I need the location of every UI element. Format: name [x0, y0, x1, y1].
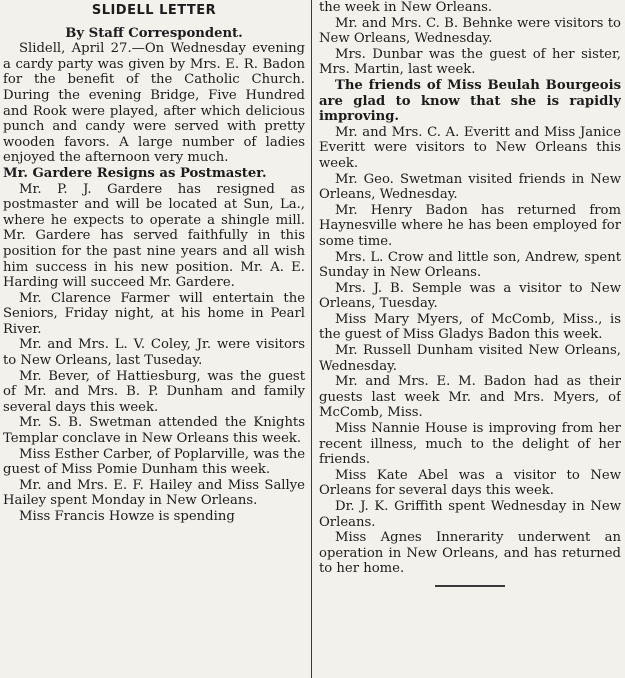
article-paragraph: Dr. J. K. Griffith spent Wednesday in New Orleans.	[319, 499, 621, 530]
right-column	[319, 0, 621, 678]
article-paragraph: Mr. S. B. Swetman attended the Knights Templar conclave in New Orleans this week.	[3, 415, 305, 447]
article-paragraph: Mr. Bever, of Hattiesburg, was the guest of Mr. and Mrs. B. P. Dunham and family several days this week.	[3, 368, 305, 415]
article-paragraph: The friends of Miss Beulah Bourgeois are glad to know that she is rapidly improving.	[319, 77, 621, 125]
article-paragraph: Mr. Geo. Swetman visited friends in New Orleans, Wednesday.	[319, 171, 621, 203]
article-paragraph: Mr. P. J. Gardere has resigned as postmaster and will be located at Sun, La., where he expects to operate a shingle mill. Mr. Gardere has served faithfully in this position for the past nine years and all wish him success in his new position. Mr. A. E. Harding will succeed Mr. Gardere.	[3, 181, 305, 291]
subheadline: Mr. Gardere Resigns as Postmaster.	[3, 165, 267, 181]
byline: By Staff Correspondent.	[65, 25, 243, 41]
article-paragraph: Miss Nannie House is improving from her recent illness, much to the delight of her friends.	[319, 421, 621, 468]
article-paragraph: Slidell, April 27.—On Wednesday evening a cardy party was given by Mrs. E. R. Badon for the benefit of the Catholic Church. During the evening Bridge, Five Hundred and Rook were played, after which delicious punch and candy were served with pretty wooden favors. A large number of ladies enjoyed the afternoon very much.	[3, 41, 305, 166]
article-paragraph: Mrs. Dunbar was the guest of her sister, Mrs. Martin, last week.	[319, 46, 621, 78]
article-paragraph: Miss Kate Abel was a visitor to New Orleans for several days this week.	[319, 467, 621, 499]
article-paragraph: Mrs. L. Crow and little son, Andrew, spent Sunday in New Orleans.	[319, 249, 621, 281]
article-paragraph: the week in New Orleans.	[319, 0, 493, 15]
article-paragraph: Mr. Henry Badon has returned from Haynesville where he has been employed for some time.	[319, 202, 621, 249]
column-divider	[311, 0, 312, 678]
article-paragraph: Mr. and Mrs. C. A. Everitt and Miss Janice Everitt were visitors to New Orleans this week.	[319, 124, 621, 171]
headline: SLIDELL LETTER	[91, 3, 217, 18]
left-column	[3, 0, 305, 678]
article-paragraph: Mr. and Mrs. L. V. Coley, Jr. were visitors to New Orleans, last Tuseday.	[3, 337, 305, 369]
article-paragraph: Miss Francis Howze is spending	[19, 509, 235, 524]
article-paragraph: Miss Agnes Innerarity underwent an operation in New Orleans, and has returned to her home.	[319, 530, 621, 577]
article-paragraph: Mr. Russell Dunham visited New Orleans, Wednesday.	[319, 343, 621, 374]
article-paragraph: Miss Esther Carber, of Poplarville, was the guest of Miss Pomie Dunham this week.	[3, 446, 305, 478]
article-paragraph: Mrs. J. B. Semple was a visitor to New Orleans, Tuesday.	[319, 280, 621, 312]
article-paragraph: Mr. and Mrs. E. M. Badon had as their guests last week Mr. and Mrs. Myers, of McComb, Miss.	[319, 374, 621, 421]
article-paragraph: Mr. and Mrs. C. B. Behnke were visitors to New Orleans, Wednesday.	[319, 15, 621, 47]
article-paragraph: Miss Mary Myers, of McComb, Miss., is the guest of Miss Gladys Badon this week.	[319, 311, 621, 343]
article-paragraph: Mr. and Mrs. E. F. Hailey and Miss Sallye Hailey spent Monday in New Orleans.	[3, 477, 305, 509]
article-paragraph: Mr. Clarence Farmer will entertain the Seniors, Friday night, at his home in Pearl River.	[3, 290, 305, 337]
end-of-article-rule	[435, 585, 505, 587]
